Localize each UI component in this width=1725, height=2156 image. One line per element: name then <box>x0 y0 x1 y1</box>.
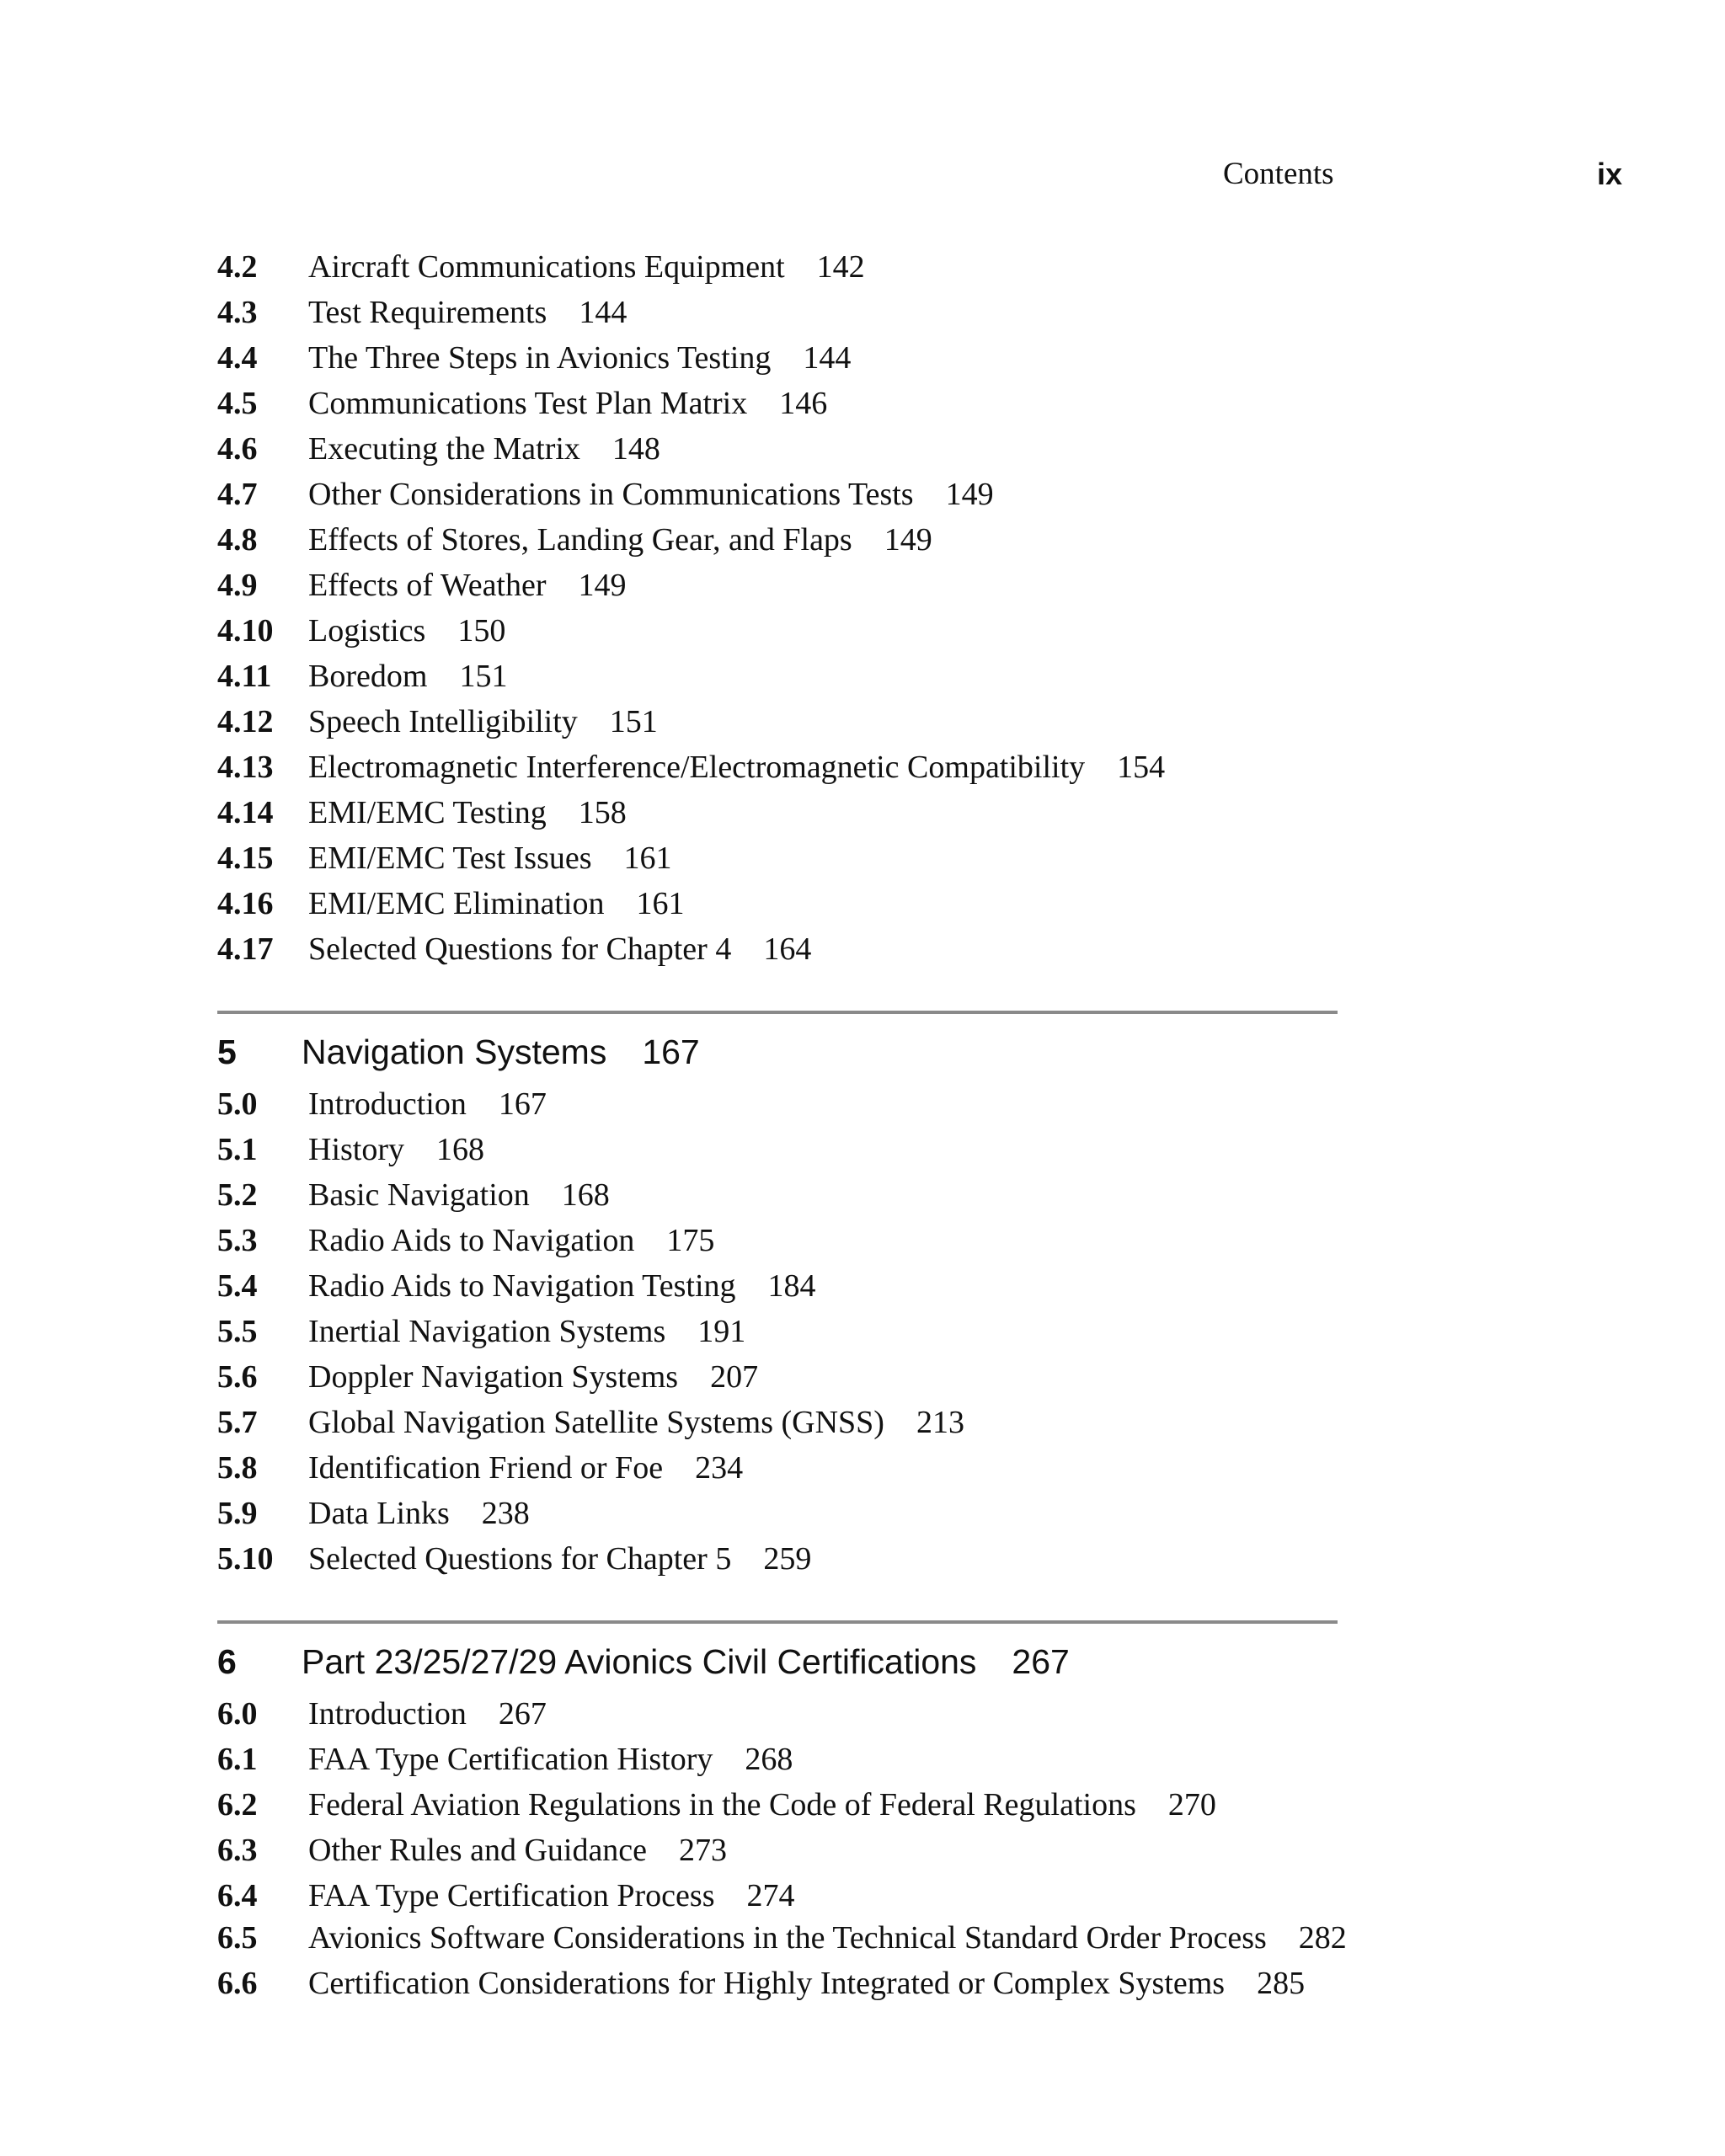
section-title: Doppler Navigation Systems <box>308 1359 679 1395</box>
toc-entry-4-11[interactable] <box>217 654 1338 699</box>
toc-entry-5-10[interactable] <box>217 1536 1338 1582</box>
section-title: Federal Aviation Regulations in the Code of Federal Regulations <box>308 1787 1136 1822</box>
section-page: 149 <box>945 477 994 512</box>
toc-entry-5-1[interactable] <box>217 1127 1338 1172</box>
section-title: EMI/EMC Testing <box>308 795 547 830</box>
toc-entry-5-5[interactable] <box>217 1309 1338 1354</box>
section-number: 5.2 <box>217 1177 258 1213</box>
section-number: 6.2 <box>217 1787 258 1822</box>
toc-entry-6-1[interactable] <box>217 1737 1338 1782</box>
page-number: ix <box>1597 157 1623 191</box>
section-title: EMI/EMC Elimination <box>308 886 605 921</box>
chapter-title-line[interactable] <box>217 1636 1338 1688</box>
section-title: Global Navigation Satellite Systems (GNSS) <box>308 1405 884 1440</box>
section-page: 168 <box>561 1177 610 1213</box>
section-page: 146 <box>779 386 828 421</box>
section-number: 6.4 <box>217 1878 258 1913</box>
section-number: 4.2 <box>217 249 258 285</box>
section-title: Inertial Navigation Systems <box>308 1314 666 1349</box>
section-page: 158 <box>578 795 627 830</box>
toc-entry-4-16[interactable] <box>217 881 1338 926</box>
chapter-page: 267 <box>1012 1642 1070 1681</box>
toc-entry-4-15[interactable] <box>217 835 1338 881</box>
section-title: Certification Considerations for Highly Integrated or Complex Systems <box>308 1966 1226 2001</box>
toc-entry-4-17[interactable] <box>217 926 1338 972</box>
section-page: 149 <box>578 568 627 603</box>
section-title: Boredom <box>308 659 428 694</box>
section-number: 5.5 <box>217 1314 258 1349</box>
section-number: 4.15 <box>217 841 274 876</box>
toc-entry-6-2[interactable] <box>217 1782 1338 1828</box>
section-page: 191 <box>697 1314 746 1349</box>
section-page: 167 <box>498 1086 547 1122</box>
toc-entry-4-10[interactable] <box>217 608 1338 654</box>
section-title: Effects of Stores, Landing Gear, and Flaps <box>308 522 852 558</box>
section-number: 5.7 <box>217 1405 258 1440</box>
section-page: 274 <box>746 1878 795 1913</box>
toc-entry-6-4[interactable] <box>217 1873 1338 1919</box>
section-page: 270 <box>1167 1787 1216 1822</box>
section-number: 6.1 <box>217 1742 258 1777</box>
section-title: The Three Steps in Avionics Testing <box>308 340 772 376</box>
section-number: 6.0 <box>217 1696 258 1732</box>
section-title: EMI/EMC Test Issues <box>308 841 592 876</box>
section-title: Test Requirements <box>308 295 547 330</box>
toc-entry-4-14[interactable] <box>217 790 1338 835</box>
section-number: 4.4 <box>217 340 258 376</box>
toc-entry-4-7[interactable] <box>217 472 1338 517</box>
section-page: 234 <box>695 1450 744 1486</box>
toc-entry-5-3[interactable] <box>217 1218 1338 1263</box>
toc-entry-5-8[interactable] <box>217 1445 1338 1491</box>
toc-entry-4-3[interactable] <box>217 290 1338 335</box>
section-page: 164 <box>763 931 812 967</box>
chapter-title-line[interactable] <box>217 1026 1338 1078</box>
toc-entry-5-9[interactable] <box>217 1491 1338 1536</box>
running-head-title: Contents <box>1223 157 1334 191</box>
chapter-4-entries <box>217 244 1338 972</box>
section-number: 4.8 <box>217 522 258 558</box>
section-page: 238 <box>481 1496 530 1531</box>
section-title: Basic Navigation <box>308 1177 530 1213</box>
chapter-title: Part 23/25/27/29 Avionics Civil Certifications <box>302 1642 977 1681</box>
section-number: 5.6 <box>217 1359 258 1395</box>
section-number: 6.5 <box>217 1920 258 1956</box>
toc-entry-4-5[interactable] <box>217 381 1338 426</box>
section-page: 184 <box>767 1268 816 1304</box>
section-title: Other Considerations in Communications Tests <box>308 477 914 512</box>
section-page: 151 <box>459 659 508 694</box>
toc-entry-4-4[interactable] <box>217 335 1338 381</box>
section-title: Executing the Matrix <box>308 431 580 467</box>
section-number: 4.10 <box>217 613 274 648</box>
section-page: 207 <box>710 1359 759 1395</box>
section-title: Other Rules and Guidance <box>308 1833 648 1868</box>
section-title: Identification Friend or Foe <box>308 1450 664 1486</box>
section-number: 4.11 <box>217 659 272 694</box>
toc-entry-4-2[interactable] <box>217 244 1338 290</box>
chapter-page: 167 <box>642 1033 700 1071</box>
chapter-title: Navigation Systems <box>302 1033 607 1071</box>
section-number: 4.13 <box>217 750 274 785</box>
section-page: 150 <box>457 613 506 648</box>
section-number: 4.14 <box>217 795 274 830</box>
section-title: FAA Type Certification History <box>308 1742 713 1777</box>
section-page: 282 <box>1298 1920 1347 1956</box>
section-number: 4.7 <box>217 477 258 512</box>
section-number: 4.16 <box>217 886 274 921</box>
section-page: 213 <box>916 1405 964 1440</box>
running-head <box>0 153 1725 195</box>
chapter-6-heading <box>217 1620 1338 1688</box>
toc-entry-6-5[interactable] <box>217 1919 1403 1958</box>
section-number: 4.6 <box>217 431 258 467</box>
section-number: 4.9 <box>217 568 258 603</box>
section-title: Introduction <box>308 1086 467 1122</box>
section-number: 5.10 <box>217 1541 274 1577</box>
section-number: 4.3 <box>217 295 258 330</box>
toc-entry-6-0[interactable] <box>217 1691 1338 1737</box>
toc-entry-5-7[interactable] <box>217 1400 1338 1445</box>
section-page: 161 <box>623 841 672 876</box>
chapter-6-entries <box>217 1691 1347 2004</box>
section-page: 144 <box>579 295 628 330</box>
toc-entry-4-9[interactable] <box>217 563 1338 608</box>
section-page: 161 <box>636 886 685 921</box>
toc-entry-5-6[interactable] <box>217 1354 1338 1400</box>
section-title: Electromagnetic Interference/Electromagnetic Compatibility <box>308 750 1086 785</box>
section-title: Communications Test Plan Matrix <box>308 386 748 421</box>
section-page: 142 <box>816 249 865 285</box>
section-page: 154 <box>1117 750 1166 785</box>
section-number: 5.1 <box>217 1132 258 1167</box>
section-number: 6.6 <box>217 1966 258 2001</box>
toc-entry-6-3[interactable] <box>217 1828 1338 1873</box>
section-number: 5.4 <box>217 1268 258 1304</box>
section-page: 259 <box>763 1541 812 1577</box>
section-title: Radio Aids to Navigation Testing <box>308 1268 736 1304</box>
section-page: 151 <box>609 704 658 739</box>
section-page: 168 <box>436 1132 484 1167</box>
toc-entry-4-6[interactable] <box>217 426 1338 472</box>
section-page: 175 <box>666 1223 715 1258</box>
section-title: Selected Questions for Chapter 4 <box>308 931 732 967</box>
chapter-5-entries <box>217 1081 1338 1582</box>
toc-entry-5-2[interactable] <box>217 1172 1338 1218</box>
section-title: Radio Aids to Navigation <box>308 1223 635 1258</box>
section-page: 149 <box>884 522 932 558</box>
section-title: Introduction <box>308 1696 467 1732</box>
chapter-5-heading <box>217 1011 1338 1078</box>
chapter-number: 6 <box>217 1642 237 1681</box>
section-number: 6.3 <box>217 1833 258 1868</box>
section-title: Avionics Software Considerations in the Technical Standard Order Process <box>308 1920 1267 1956</box>
section-number: 5.0 <box>217 1086 258 1122</box>
toc-entry-4-12[interactable] <box>217 699 1338 744</box>
section-number: 4.17 <box>217 931 274 967</box>
section-title: History <box>308 1132 404 1167</box>
section-number: 5.8 <box>217 1450 258 1486</box>
section-title: Effects of Weather <box>308 568 547 603</box>
section-page: 148 <box>611 431 660 467</box>
section-page: 144 <box>803 340 852 376</box>
toc-entry-6-6[interactable] <box>217 1964 1403 2004</box>
section-page: 285 <box>1257 1966 1306 2001</box>
section-title: Logistics <box>308 613 426 648</box>
section-page: 268 <box>745 1742 793 1777</box>
toc-entry-5-4[interactable] <box>217 1263 1338 1309</box>
section-title: FAA Type Certification Process <box>308 1878 715 1913</box>
section-title: Aircraft Communications Equipment <box>308 249 785 285</box>
section-title: Speech Intelligibility <box>308 704 578 739</box>
toc-entry-4-8[interactable] <box>217 517 1338 563</box>
chapter-number: 5 <box>217 1033 237 1071</box>
section-title: Selected Questions for Chapter 5 <box>308 1541 732 1577</box>
section-number: 5.9 <box>217 1496 258 1531</box>
table-of-contents <box>217 244 1347 2009</box>
section-title: Data Links <box>308 1496 450 1531</box>
section-page: 267 <box>498 1696 547 1732</box>
section-number: 4.5 <box>217 386 258 421</box>
toc-entry-5-0[interactable] <box>217 1081 1338 1127</box>
toc-entry-4-13[interactable] <box>217 744 1338 790</box>
section-page: 273 <box>679 1833 728 1868</box>
section-number: 5.3 <box>217 1223 258 1258</box>
section-number: 4.12 <box>217 704 274 739</box>
